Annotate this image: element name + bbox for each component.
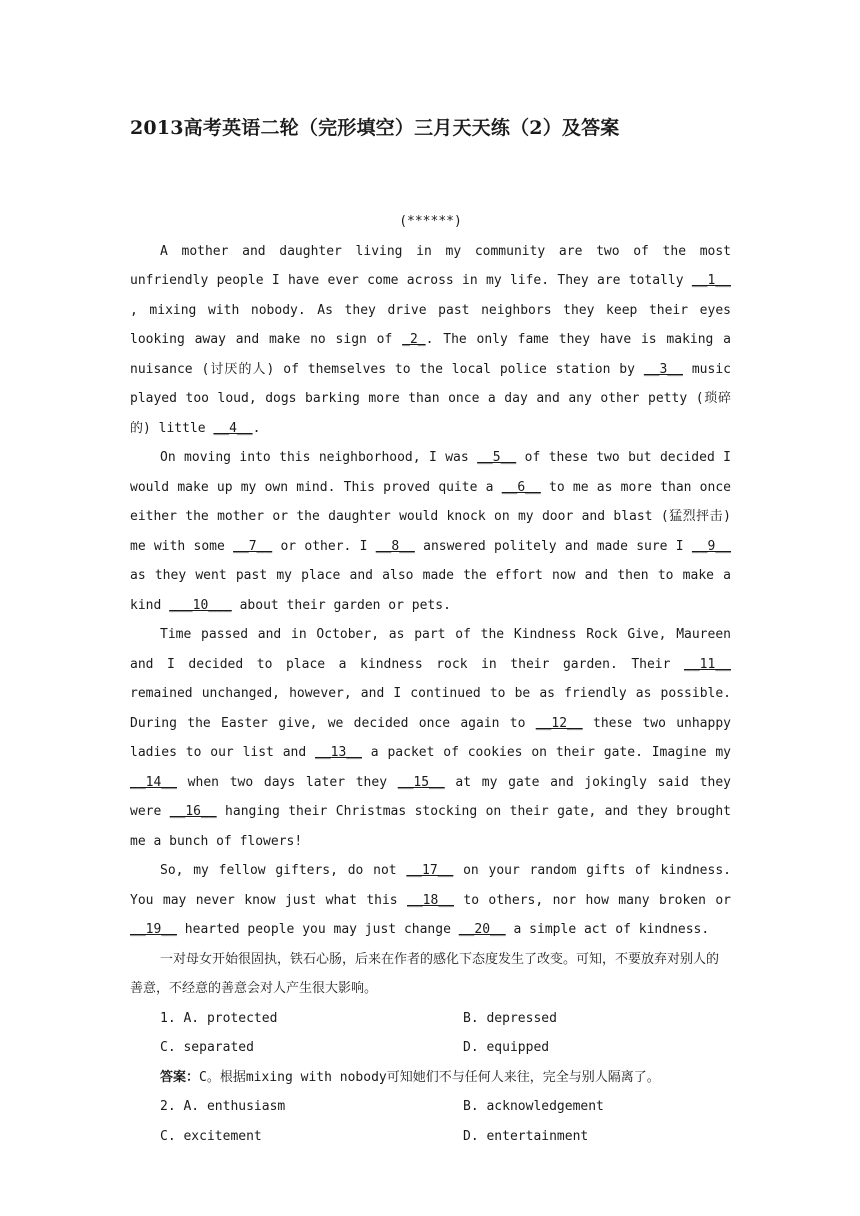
passage-text: , mixing with nobody. As they drive past neighbors they keep their eyes looking away and make no sign of bbox=[130, 302, 731, 347]
cloze-blank: __14__ bbox=[130, 774, 177, 790]
passage-text: as they went past my place and also made the effort now and then to make a kind bbox=[130, 568, 731, 613]
document-title: 2013高考英语二轮（完形填空）三月天天练（2）及答案 bbox=[130, 117, 620, 139]
document-body bbox=[130, 207, 731, 1151]
passage-text: to others, nor how many broken or bbox=[453, 892, 731, 908]
cloze-blank: __5__ bbox=[477, 450, 517, 465]
passage-text: a simple act of kindness. bbox=[505, 922, 710, 937]
passage-text: remained unchanged, however, and I continued to be as friendly as possible. During the Easter give, we decided once again to bbox=[130, 686, 731, 731]
cloze-blank: __8__ bbox=[375, 538, 415, 554]
passage-text: about their garden or pets. bbox=[231, 597, 451, 613]
passage-text: On moving into this neighborhood, I was bbox=[160, 450, 478, 465]
passage-text: a packet of cookies on their gate. Imagine my bbox=[361, 745, 732, 760]
option-choice: 1. A. protected bbox=[160, 1010, 278, 1026]
passage-text: or other. I bbox=[272, 538, 376, 554]
cloze-blank: ___10___ bbox=[169, 597, 232, 613]
passage-text: music played too loud, dogs barking more than once a day and any other petty (琐碎的) little bbox=[130, 361, 731, 436]
passage-text: . The only fame they have is making a nuisance (讨厌的人) of themselves to the local police station by bbox=[130, 332, 732, 377]
passage-text: on your random gifts of kindness. You may never know just what this bbox=[130, 863, 731, 908]
cloze-blank: __6__ bbox=[501, 479, 541, 495]
option-choice: D. equipped bbox=[463, 1040, 550, 1055]
passage-text: to me as more than once either the mother or the daughter would knock on my door and blast (猛烈抨击) me with some bbox=[130, 479, 731, 554]
cloze-blank: __4__ bbox=[213, 420, 253, 436]
option-choice: 2. A. enthusiasm bbox=[160, 1099, 286, 1114]
answer-explanation: C。根据mixing with nobody可知她们不与任何人来往，完全与别人隔离了。 bbox=[199, 1069, 660, 1085]
option-row bbox=[130, 1033, 731, 1063]
answer-label: 答案： bbox=[160, 1069, 200, 1085]
option-choice: C. separated bbox=[160, 1040, 254, 1055]
passage-text: when two days later they bbox=[176, 774, 398, 790]
summary-note: 一对母女开始很固执，铁石心肠，后来在作者的感化下态度发生了改变。可知，不要放弃对别人的善意，不经意的善意会对人产生很大影响。 bbox=[130, 951, 720, 996]
option-row bbox=[130, 1092, 731, 1122]
passage-paragraph bbox=[130, 237, 731, 444]
cloze-blank: __9__ bbox=[691, 538, 732, 554]
cloze-blank: __11__ bbox=[684, 656, 731, 672]
question-list bbox=[130, 1004, 731, 1152]
passage-text: hanging their Christmas stocking on their gate, and they brought me a bunch of flowers! bbox=[130, 804, 732, 849]
passage-text: hearted people you may just change bbox=[176, 922, 459, 937]
cloze-blank: __7__ bbox=[233, 538, 273, 554]
cloze-blank: __3__ bbox=[643, 361, 683, 377]
cloze-blank: __18__ bbox=[407, 892, 454, 908]
cloze-blank: __15__ bbox=[397, 774, 445, 790]
passage-paragraph bbox=[130, 443, 731, 620]
cloze-blank: __13__ bbox=[315, 745, 362, 760]
option-row bbox=[130, 1004, 731, 1034]
passage-text: Time passed and in October, as part of the Kindness Rock Give, Maureen and I decided to place a kindness rock in their garden. Their bbox=[130, 627, 731, 672]
source-line: (******) bbox=[399, 214, 462, 229]
cloze-blank: _2_ bbox=[402, 332, 426, 347]
option-choice: B. depressed bbox=[463, 1010, 557, 1026]
cloze-blank: __12__ bbox=[535, 715, 583, 731]
passage-paragraph bbox=[130, 620, 731, 856]
option-row bbox=[130, 1122, 731, 1152]
cloze-blank: __16__ bbox=[169, 804, 217, 819]
cloze-blank: __19__ bbox=[130, 922, 177, 937]
passage-text: So, my fellow gifters, do not bbox=[160, 863, 407, 878]
cloze-passage bbox=[130, 237, 731, 945]
passage-text: . bbox=[252, 420, 261, 436]
passage-text: answered politely and made sure I bbox=[414, 538, 692, 554]
cloze-blank: __20__ bbox=[458, 922, 506, 937]
option-choice: D. entertainment bbox=[463, 1128, 589, 1144]
passage-text: of these two but decided I would make up my own mind. This proved quite a bbox=[130, 450, 731, 495]
passage-text: these two unhappy ladies to our list and bbox=[130, 715, 731, 760]
passage-paragraph bbox=[130, 856, 731, 945]
cloze-blank: __17__ bbox=[406, 863, 454, 878]
cloze-blank: __1__ bbox=[691, 273, 731, 288]
option-choice: B. acknowledgement bbox=[463, 1099, 604, 1114]
passage-text: at my gate and jokingly said they were bbox=[130, 774, 731, 819]
answer-line bbox=[130, 1063, 731, 1093]
option-choice: C. excitement bbox=[160, 1128, 262, 1144]
passage-text: A mother and daughter living in my community are two of the most unfriendly people I have ever come across in my life. They are totally bbox=[130, 243, 731, 288]
